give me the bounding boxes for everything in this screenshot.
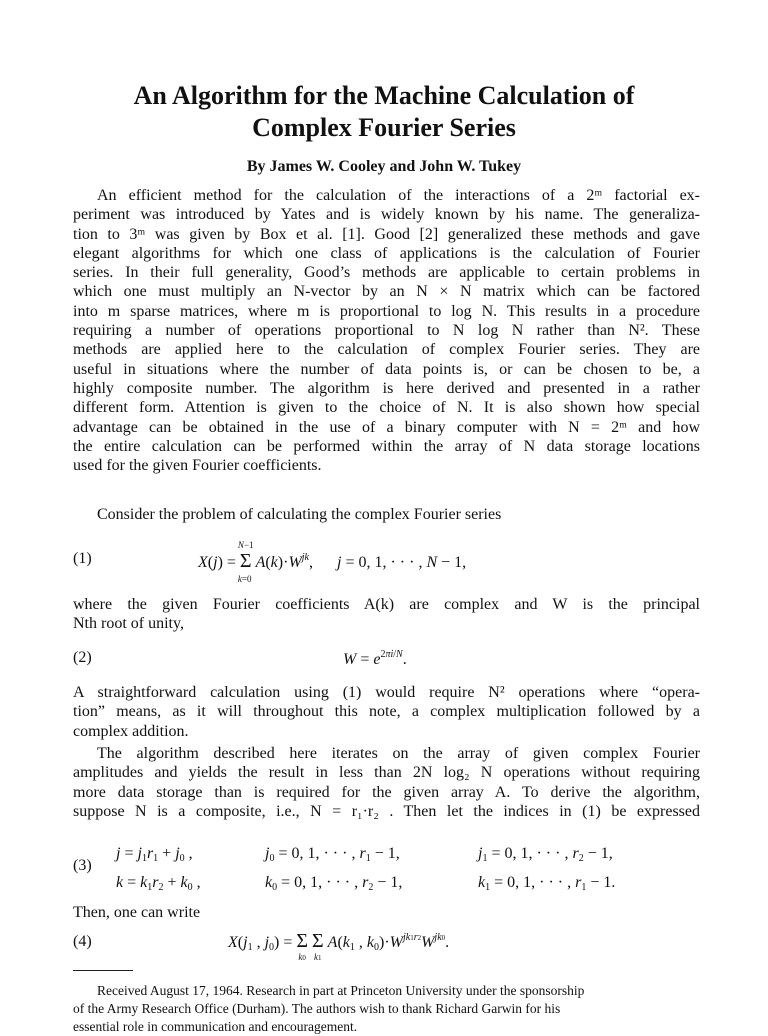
text-line: The algorithm described here iterates on the array of given complex Fourier bbox=[97, 745, 700, 762]
paper-title bbox=[0, 80, 768, 144]
footnote-rule bbox=[73, 970, 133, 971]
paragraph-consider bbox=[73, 505, 700, 524]
title-line-1: An Algorithm for the Machine Calculation of bbox=[133, 81, 635, 110]
text-line: into m sparse matrices, where m is proportional to log N. This results in a procedure bbox=[73, 302, 700, 320]
paragraph-intro bbox=[73, 186, 700, 475]
equation-number-3: (3) bbox=[73, 857, 92, 874]
equation-number-2: (2) bbox=[73, 649, 92, 666]
equation-number-4: (4) bbox=[73, 933, 92, 950]
text-line: elegant algorithms for which one class of applications is the calculation of Fourier bbox=[73, 244, 700, 262]
text-line: complex addition. bbox=[73, 722, 189, 740]
equation-1: X(j) = Σ N−1 k=0 $A(k)\cdot W^{jk}$, j = 0, 1, · · · , N − 1, bbox=[198, 540, 467, 584]
text-line: tion” means, as it will throughout this note, a complex multiplication followed by a bbox=[73, 703, 700, 721]
text-line: tion to 3ᵐ was given by Box et al. [1]. Good [2] generalized these methods and gave bbox=[73, 225, 700, 243]
paragraph-straightforward bbox=[73, 683, 700, 741]
equation-3-range-j1: $j_1 = 0$, 1, · · · , $r_2 - 1$, bbox=[478, 845, 613, 864]
footnote-line: essential role in communication and encouragement. bbox=[73, 1019, 358, 1034]
equation-3-range-k0: $k_0 = 0$, 1, · · · , $r_2 - 1$, bbox=[265, 874, 403, 893]
text-line: which one must multiply an N-vector by an N × N matrix which can be factored bbox=[73, 283, 700, 301]
text-line: different form. Attention is given to the choice of N. It is also shown how special bbox=[73, 399, 700, 417]
text-line: where the given Fourier coefficients A(k) are complex and W is the principal bbox=[73, 596, 700, 613]
text-line: highly composite number. The algorithm is here derived and presented in a rather bbox=[73, 379, 700, 397]
text-line: Nth root of unity, bbox=[73, 615, 184, 633]
equation-3-line-1: $j = j_1r_1 + j_0$ , bbox=[116, 845, 193, 864]
equation-2: $W = e^{2\pi i/N}$. bbox=[343, 649, 407, 668]
text-line: advantage can be obtained in the use of a binary computer with N = 2ᵐ and how bbox=[73, 418, 700, 436]
equation-4: $X(j_1$ , $j_0) = \Sigma$ k0 Σ k1 $A(k_1$ , $k_0)\cdot W^{jk1r2}W^{jk0}$. bbox=[228, 930, 450, 962]
text-line: useful in situations where the number of data points is, or can be chosen to be, a bbox=[73, 360, 700, 378]
text-line: amplitudes and yields the result in less than 2N log₂ N operations without requiring bbox=[73, 764, 700, 782]
authors-line: By James W. Cooley and John W. Tukey bbox=[246, 158, 522, 175]
text-line: more data storage than is required for the given array A. To derive the algorithm, bbox=[73, 783, 700, 801]
footnote-line: Received August 17, 1964. Research in part at Princeton University under the sponsorship bbox=[97, 983, 585, 998]
text-line: Then, one can write bbox=[73, 904, 201, 921]
equation-3-line-2: $k = k_1r_2 + k_0$ , bbox=[116, 874, 201, 893]
footnote-line: of the Army Research Office (Durham). The authors wish to thank Richard Garwin for his bbox=[73, 1001, 561, 1016]
text-line: Consider the problem of calculating the complex Fourier series bbox=[97, 506, 502, 523]
text-line: methods are applied here to the calculation of complex Fourier series. They are bbox=[73, 341, 700, 359]
text-line: requiring a number of operations proportional to N log N rather than N². These bbox=[73, 322, 700, 340]
paragraph-where bbox=[73, 595, 700, 634]
text-line: suppose N is a composite, i.e., N = r₁·r₂ . Then let the indices in (1) be expressed bbox=[73, 802, 700, 820]
equation-number-1: (1) bbox=[73, 550, 92, 567]
title-line-2: Complex Fourier Series bbox=[252, 113, 516, 142]
footnote bbox=[73, 982, 700, 1036]
text-line: the entire calculation can be performed within the array of N data storage locations bbox=[73, 437, 700, 455]
paragraph-then bbox=[73, 903, 700, 922]
text-line: A straightforward calculation using (1) would require N² operations where “opera- bbox=[73, 684, 700, 701]
text-line: used for the given Fourier coefficients. bbox=[73, 457, 322, 475]
text-line: series. In their full generality, Good’s methods are applicable to certain problems in bbox=[73, 264, 700, 282]
text-line: An efficient method for the calculation of the interactions of a 2ᵐ factorial ex- bbox=[97, 187, 700, 204]
text-line: periment was introduced by Yates and is widely known by his name. The generaliza- bbox=[73, 206, 700, 224]
paragraph-algorithm bbox=[73, 744, 700, 821]
equation-3-range-k1: $k_1 = 0$, 1, · · · , $r_1 - 1$. bbox=[478, 874, 616, 893]
equation-3-range-j0: $j_0 = 0$, 1, · · · , $r_1 - 1$, bbox=[265, 845, 400, 864]
